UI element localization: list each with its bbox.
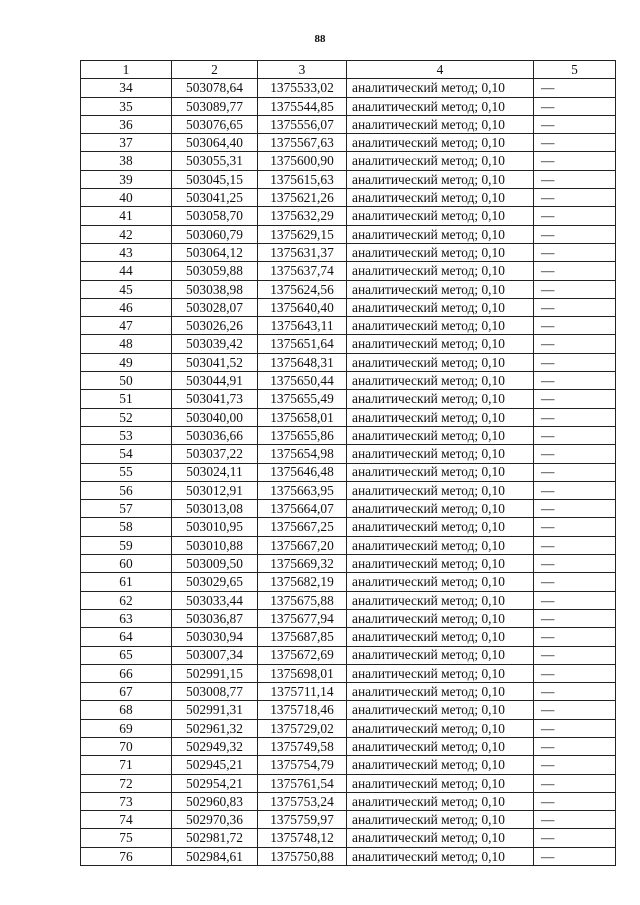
point-number-cell: 57 bbox=[81, 500, 172, 518]
table-row bbox=[81, 518, 616, 536]
y-coordinate-cell: 1375629,15 bbox=[258, 225, 347, 243]
y-coordinate-cell: 1375643,11 bbox=[258, 317, 347, 335]
point-number-cell: 48 bbox=[81, 335, 172, 353]
note-cell: — bbox=[534, 79, 616, 97]
note-cell: — bbox=[534, 97, 616, 115]
point-number-cell: 55 bbox=[81, 463, 172, 481]
table-row bbox=[81, 536, 616, 554]
method-accuracy-cell: аналитический метод; 0,10 bbox=[347, 774, 534, 792]
y-coordinate-cell: 1375658,01 bbox=[258, 408, 347, 426]
y-coordinate-cell: 1375682,19 bbox=[258, 573, 347, 591]
point-number-cell: 66 bbox=[81, 664, 172, 682]
y-coordinate-cell: 1375650,44 bbox=[258, 372, 347, 390]
point-number-cell: 47 bbox=[81, 317, 172, 335]
method-accuracy-cell: аналитический метод; 0,10 bbox=[347, 372, 534, 390]
note-cell: — bbox=[534, 481, 616, 499]
x-coordinate-cell: 503030,94 bbox=[172, 628, 258, 646]
table-row bbox=[81, 97, 616, 115]
point-number-cell: 74 bbox=[81, 811, 172, 829]
x-coordinate-cell: 503038,98 bbox=[172, 280, 258, 298]
table-row bbox=[81, 555, 616, 573]
method-accuracy-cell: аналитический метод; 0,10 bbox=[347, 463, 534, 481]
table-row bbox=[81, 628, 616, 646]
y-coordinate-cell: 1375544,85 bbox=[258, 97, 347, 115]
x-coordinate-cell: 502961,32 bbox=[172, 719, 258, 737]
note-cell: — bbox=[534, 792, 616, 810]
table-row bbox=[81, 262, 616, 280]
note-cell: — bbox=[534, 573, 616, 591]
x-coordinate-cell: 503010,95 bbox=[172, 518, 258, 536]
y-coordinate-cell: 1375754,79 bbox=[258, 756, 347, 774]
point-number-cell: 35 bbox=[81, 97, 172, 115]
method-accuracy-cell: аналитический метод; 0,10 bbox=[347, 573, 534, 591]
note-cell: — bbox=[534, 317, 616, 335]
point-number-cell: 51 bbox=[81, 390, 172, 408]
table-row bbox=[81, 353, 616, 371]
note-cell: — bbox=[534, 628, 616, 646]
point-number-cell: 58 bbox=[81, 518, 172, 536]
x-coordinate-cell: 503024,11 bbox=[172, 463, 258, 481]
method-accuracy-cell: аналитический метод; 0,10 bbox=[347, 79, 534, 97]
method-accuracy-cell: аналитический метод; 0,10 bbox=[347, 628, 534, 646]
x-coordinate-cell: 503089,77 bbox=[172, 97, 258, 115]
note-cell: — bbox=[534, 664, 616, 682]
point-number-cell: 52 bbox=[81, 408, 172, 426]
x-coordinate-cell: 503040,00 bbox=[172, 408, 258, 426]
note-cell: — bbox=[534, 463, 616, 481]
y-coordinate-cell: 1375655,49 bbox=[258, 390, 347, 408]
point-number-cell: 60 bbox=[81, 555, 172, 573]
point-number-cell: 59 bbox=[81, 536, 172, 554]
column-header-3: 3 bbox=[258, 61, 347, 79]
x-coordinate-cell: 503060,79 bbox=[172, 225, 258, 243]
table-row bbox=[81, 317, 616, 335]
column-header-5: 5 bbox=[534, 61, 616, 79]
point-number-cell: 64 bbox=[81, 628, 172, 646]
point-number-cell: 42 bbox=[81, 225, 172, 243]
y-coordinate-cell: 1375698,01 bbox=[258, 664, 347, 682]
x-coordinate-cell: 502954,21 bbox=[172, 774, 258, 792]
method-accuracy-cell: аналитический метод; 0,10 bbox=[347, 719, 534, 737]
note-cell: — bbox=[534, 847, 616, 865]
method-accuracy-cell: аналитический метод; 0,10 bbox=[347, 207, 534, 225]
note-cell: — bbox=[534, 591, 616, 609]
point-number-cell: 37 bbox=[81, 134, 172, 152]
y-coordinate-cell: 1375748,12 bbox=[258, 829, 347, 847]
method-accuracy-cell: аналитический метод; 0,10 bbox=[347, 609, 534, 627]
coordinates-table bbox=[80, 60, 616, 866]
point-number-cell: 69 bbox=[81, 719, 172, 737]
note-cell: — bbox=[534, 500, 616, 518]
y-coordinate-cell: 1375651,64 bbox=[258, 335, 347, 353]
y-coordinate-cell: 1375711,14 bbox=[258, 683, 347, 701]
y-coordinate-cell: 1375655,86 bbox=[258, 426, 347, 444]
method-accuracy-cell: аналитический метод; 0,10 bbox=[347, 829, 534, 847]
x-coordinate-cell: 503064,40 bbox=[172, 134, 258, 152]
x-coordinate-cell: 502949,32 bbox=[172, 737, 258, 755]
method-accuracy-cell: аналитический метод; 0,10 bbox=[347, 737, 534, 755]
x-coordinate-cell: 503055,31 bbox=[172, 152, 258, 170]
column-header-2: 2 bbox=[172, 61, 258, 79]
note-cell: — bbox=[534, 737, 616, 755]
method-accuracy-cell: аналитический метод; 0,10 bbox=[347, 792, 534, 810]
table-row bbox=[81, 591, 616, 609]
table-row bbox=[81, 335, 616, 353]
method-accuracy-cell: аналитический метод; 0,10 bbox=[347, 225, 534, 243]
method-accuracy-cell: аналитический метод; 0,10 bbox=[347, 518, 534, 536]
table-row bbox=[81, 225, 616, 243]
point-number-cell: 43 bbox=[81, 243, 172, 261]
method-accuracy-cell: аналитический метод; 0,10 bbox=[347, 170, 534, 188]
note-cell: — bbox=[534, 115, 616, 133]
note-cell: — bbox=[534, 353, 616, 371]
method-accuracy-cell: аналитический метод; 0,10 bbox=[347, 390, 534, 408]
x-coordinate-cell: 503036,66 bbox=[172, 426, 258, 444]
x-coordinate-cell: 502991,15 bbox=[172, 664, 258, 682]
y-coordinate-cell: 1375761,54 bbox=[258, 774, 347, 792]
method-accuracy-cell: аналитический метод; 0,10 bbox=[347, 152, 534, 170]
point-number-cell: 63 bbox=[81, 609, 172, 627]
note-cell: — bbox=[534, 280, 616, 298]
y-coordinate-cell: 1375663,95 bbox=[258, 481, 347, 499]
y-coordinate-cell: 1375648,31 bbox=[258, 353, 347, 371]
method-accuracy-cell: аналитический метод; 0,10 bbox=[347, 97, 534, 115]
y-coordinate-cell: 1375654,98 bbox=[258, 445, 347, 463]
x-coordinate-cell: 503008,77 bbox=[172, 683, 258, 701]
point-number-cell: 65 bbox=[81, 646, 172, 664]
method-accuracy-cell: аналитический метод; 0,10 bbox=[347, 353, 534, 371]
page-number: 88 bbox=[314, 33, 326, 45]
x-coordinate-cell: 503026,26 bbox=[172, 317, 258, 335]
method-accuracy-cell: аналитический метод; 0,10 bbox=[347, 536, 534, 554]
point-number-cell: 50 bbox=[81, 372, 172, 390]
x-coordinate-cell: 503033,44 bbox=[172, 591, 258, 609]
table-row bbox=[81, 445, 616, 463]
x-coordinate-cell: 502991,31 bbox=[172, 701, 258, 719]
point-number-cell: 68 bbox=[81, 701, 172, 719]
table-row bbox=[81, 280, 616, 298]
y-coordinate-cell: 1375646,48 bbox=[258, 463, 347, 481]
method-accuracy-cell: аналитический метод; 0,10 bbox=[347, 555, 534, 573]
table-row bbox=[81, 500, 616, 518]
note-cell: — bbox=[534, 426, 616, 444]
column-header-1: 1 bbox=[81, 61, 172, 79]
method-accuracy-cell: аналитический метод; 0,10 bbox=[347, 408, 534, 426]
note-cell: — bbox=[534, 683, 616, 701]
y-coordinate-cell: 1375718,46 bbox=[258, 701, 347, 719]
point-number-cell: 54 bbox=[81, 445, 172, 463]
x-coordinate-cell: 503041,25 bbox=[172, 189, 258, 207]
x-coordinate-cell: 503037,22 bbox=[172, 445, 258, 463]
note-cell: — bbox=[534, 719, 616, 737]
x-coordinate-cell: 503029,65 bbox=[172, 573, 258, 591]
table-row bbox=[81, 609, 616, 627]
method-accuracy-cell: аналитический метод; 0,10 bbox=[347, 115, 534, 133]
x-coordinate-cell: 503036,87 bbox=[172, 609, 258, 627]
method-accuracy-cell: аналитический метод; 0,10 bbox=[347, 500, 534, 518]
y-coordinate-cell: 1375600,90 bbox=[258, 152, 347, 170]
point-number-cell: 67 bbox=[81, 683, 172, 701]
x-coordinate-cell: 503010,88 bbox=[172, 536, 258, 554]
table-row bbox=[81, 152, 616, 170]
y-coordinate-cell: 1375687,85 bbox=[258, 628, 347, 646]
x-coordinate-cell: 502945,21 bbox=[172, 756, 258, 774]
table-row bbox=[81, 481, 616, 499]
table-row bbox=[81, 847, 616, 865]
point-number-cell: 73 bbox=[81, 792, 172, 810]
note-cell: — bbox=[534, 372, 616, 390]
method-accuracy-cell: аналитический метод; 0,10 bbox=[347, 189, 534, 207]
table-row bbox=[81, 372, 616, 390]
point-number-cell: 39 bbox=[81, 170, 172, 188]
point-number-cell: 46 bbox=[81, 298, 172, 316]
y-coordinate-cell: 1375669,32 bbox=[258, 555, 347, 573]
y-coordinate-cell: 1375749,58 bbox=[258, 737, 347, 755]
point-number-cell: 76 bbox=[81, 847, 172, 865]
note-cell: — bbox=[534, 829, 616, 847]
y-coordinate-cell: 1375677,94 bbox=[258, 609, 347, 627]
x-coordinate-cell: 503078,64 bbox=[172, 79, 258, 97]
point-number-cell: 41 bbox=[81, 207, 172, 225]
x-coordinate-cell: 503009,50 bbox=[172, 555, 258, 573]
method-accuracy-cell: аналитический метод; 0,10 bbox=[347, 756, 534, 774]
table-row bbox=[81, 829, 616, 847]
header-row bbox=[81, 61, 616, 79]
note-cell: — bbox=[534, 335, 616, 353]
x-coordinate-cell: 503076,65 bbox=[172, 115, 258, 133]
x-coordinate-cell: 503041,52 bbox=[172, 353, 258, 371]
table-row bbox=[81, 134, 616, 152]
method-accuracy-cell: аналитический метод; 0,10 bbox=[347, 811, 534, 829]
table-body bbox=[81, 79, 616, 866]
y-coordinate-cell: 1375729,02 bbox=[258, 719, 347, 737]
point-number-cell: 40 bbox=[81, 189, 172, 207]
point-number-cell: 75 bbox=[81, 829, 172, 847]
method-accuracy-cell: аналитический метод; 0,10 bbox=[347, 664, 534, 682]
y-coordinate-cell: 1375632,29 bbox=[258, 207, 347, 225]
x-coordinate-cell: 503059,88 bbox=[172, 262, 258, 280]
y-coordinate-cell: 1375640,40 bbox=[258, 298, 347, 316]
x-coordinate-cell: 502970,36 bbox=[172, 811, 258, 829]
x-coordinate-cell: 503044,91 bbox=[172, 372, 258, 390]
table-row bbox=[81, 170, 616, 188]
method-accuracy-cell: аналитический метод; 0,10 bbox=[347, 701, 534, 719]
point-number-cell: 71 bbox=[81, 756, 172, 774]
x-coordinate-cell: 502981,72 bbox=[172, 829, 258, 847]
y-coordinate-cell: 1375631,37 bbox=[258, 243, 347, 261]
column-header-4: 4 bbox=[347, 61, 534, 79]
note-cell: — bbox=[534, 609, 616, 627]
method-accuracy-cell: аналитический метод; 0,10 bbox=[347, 445, 534, 463]
y-coordinate-cell: 1375667,25 bbox=[258, 518, 347, 536]
note-cell: — bbox=[534, 701, 616, 719]
note-cell: — bbox=[534, 408, 616, 426]
note-cell: — bbox=[534, 134, 616, 152]
table-row bbox=[81, 792, 616, 810]
method-accuracy-cell: аналитический метод; 0,10 bbox=[347, 298, 534, 316]
method-accuracy-cell: аналитический метод; 0,10 bbox=[347, 335, 534, 353]
x-coordinate-cell: 503039,42 bbox=[172, 335, 258, 353]
method-accuracy-cell: аналитический метод; 0,10 bbox=[347, 262, 534, 280]
x-coordinate-cell: 503013,08 bbox=[172, 500, 258, 518]
point-number-cell: 70 bbox=[81, 737, 172, 755]
y-coordinate-cell: 1375750,88 bbox=[258, 847, 347, 865]
method-accuracy-cell: аналитический метод; 0,10 bbox=[347, 426, 534, 444]
table-row bbox=[81, 774, 616, 792]
method-accuracy-cell: аналитический метод; 0,10 bbox=[347, 847, 534, 865]
table-row bbox=[81, 408, 616, 426]
note-cell: — bbox=[534, 243, 616, 261]
x-coordinate-cell: 503007,34 bbox=[172, 646, 258, 664]
point-number-cell: 44 bbox=[81, 262, 172, 280]
table-row bbox=[81, 737, 616, 755]
y-coordinate-cell: 1375675,88 bbox=[258, 591, 347, 609]
method-accuracy-cell: аналитический метод; 0,10 bbox=[347, 134, 534, 152]
note-cell: — bbox=[534, 518, 616, 536]
y-coordinate-cell: 1375567,63 bbox=[258, 134, 347, 152]
method-accuracy-cell: аналитический метод; 0,10 bbox=[347, 591, 534, 609]
y-coordinate-cell: 1375759,97 bbox=[258, 811, 347, 829]
note-cell: — bbox=[534, 189, 616, 207]
table-row bbox=[81, 683, 616, 701]
table-row bbox=[81, 298, 616, 316]
table-row bbox=[81, 207, 616, 225]
note-cell: — bbox=[534, 262, 616, 280]
point-number-cell: 49 bbox=[81, 353, 172, 371]
table-row bbox=[81, 390, 616, 408]
y-coordinate-cell: 1375624,56 bbox=[258, 280, 347, 298]
method-accuracy-cell: аналитический метод; 0,10 bbox=[347, 280, 534, 298]
point-number-cell: 62 bbox=[81, 591, 172, 609]
y-coordinate-cell: 1375753,24 bbox=[258, 792, 347, 810]
x-coordinate-cell: 502960,83 bbox=[172, 792, 258, 810]
note-cell: — bbox=[534, 207, 616, 225]
table-row bbox=[81, 719, 616, 737]
point-number-cell: 36 bbox=[81, 115, 172, 133]
note-cell: — bbox=[534, 445, 616, 463]
note-cell: — bbox=[534, 555, 616, 573]
point-number-cell: 72 bbox=[81, 774, 172, 792]
note-cell: — bbox=[534, 756, 616, 774]
table-row bbox=[81, 115, 616, 133]
table-row bbox=[81, 701, 616, 719]
point-number-cell: 38 bbox=[81, 152, 172, 170]
point-number-cell: 34 bbox=[81, 79, 172, 97]
point-number-cell: 53 bbox=[81, 426, 172, 444]
table-row bbox=[81, 426, 616, 444]
x-coordinate-cell: 503041,73 bbox=[172, 390, 258, 408]
y-coordinate-cell: 1375615,63 bbox=[258, 170, 347, 188]
x-coordinate-cell: 503045,15 bbox=[172, 170, 258, 188]
note-cell: — bbox=[534, 390, 616, 408]
method-accuracy-cell: аналитический метод; 0,10 bbox=[347, 317, 534, 335]
note-cell: — bbox=[534, 152, 616, 170]
y-coordinate-cell: 1375672,69 bbox=[258, 646, 347, 664]
point-number-cell: 45 bbox=[81, 280, 172, 298]
method-accuracy-cell: аналитический метод; 0,10 bbox=[347, 683, 534, 701]
x-coordinate-cell: 503058,70 bbox=[172, 207, 258, 225]
table-row bbox=[81, 756, 616, 774]
note-cell: — bbox=[534, 536, 616, 554]
x-coordinate-cell: 503028,07 bbox=[172, 298, 258, 316]
note-cell: — bbox=[534, 170, 616, 188]
table-row bbox=[81, 573, 616, 591]
x-coordinate-cell: 503012,91 bbox=[172, 481, 258, 499]
note-cell: — bbox=[534, 774, 616, 792]
note-cell: — bbox=[534, 811, 616, 829]
table-row bbox=[81, 243, 616, 261]
note-cell: — bbox=[534, 298, 616, 316]
y-coordinate-cell: 1375621,26 bbox=[258, 189, 347, 207]
y-coordinate-cell: 1375667,20 bbox=[258, 536, 347, 554]
y-coordinate-cell: 1375664,07 bbox=[258, 500, 347, 518]
y-coordinate-cell: 1375637,74 bbox=[258, 262, 347, 280]
point-number-cell: 61 bbox=[81, 573, 172, 591]
note-cell: — bbox=[534, 225, 616, 243]
x-coordinate-cell: 503064,12 bbox=[172, 243, 258, 261]
method-accuracy-cell: аналитический метод; 0,10 bbox=[347, 243, 534, 261]
note-cell: — bbox=[534, 646, 616, 664]
y-coordinate-cell: 1375533,02 bbox=[258, 79, 347, 97]
x-coordinate-cell: 502984,61 bbox=[172, 847, 258, 865]
point-number-cell: 56 bbox=[81, 481, 172, 499]
table-row bbox=[81, 646, 616, 664]
method-accuracy-cell: аналитический метод; 0,10 bbox=[347, 646, 534, 664]
table-row bbox=[81, 79, 616, 97]
table-row bbox=[81, 664, 616, 682]
y-coordinate-cell: 1375556,07 bbox=[258, 115, 347, 133]
table-row bbox=[81, 463, 616, 481]
table-row bbox=[81, 189, 616, 207]
table-row bbox=[81, 811, 616, 829]
method-accuracy-cell: аналитический метод; 0,10 bbox=[347, 481, 534, 499]
